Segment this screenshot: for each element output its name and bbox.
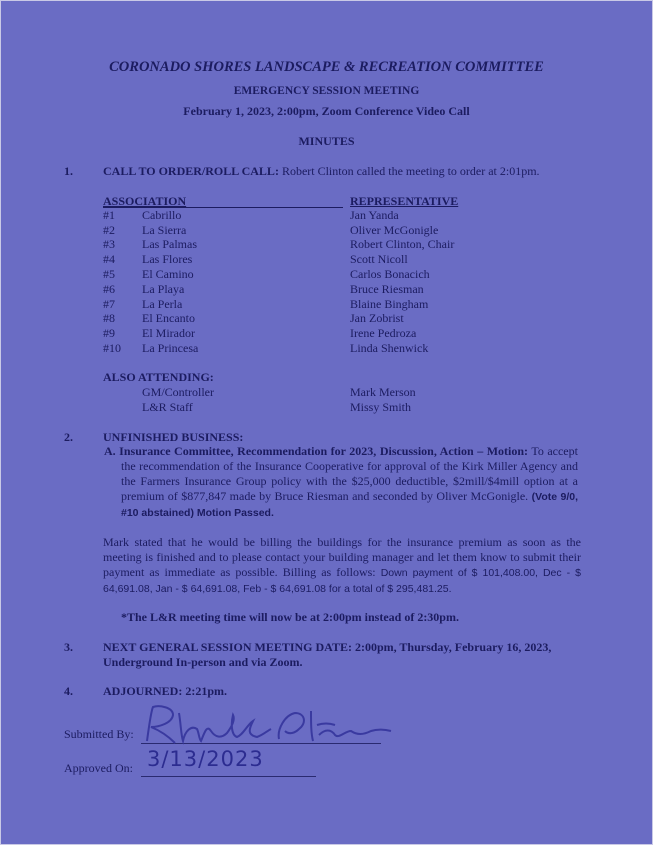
next-meeting-line2: Underground In-person and via Zoom. (103, 655, 303, 669)
motion-vote: (Vote 9/0, #10 abstained) Motion Passed. (121, 491, 578, 519)
roll-num: #6 (103, 282, 115, 296)
section2-number: 2. (64, 430, 73, 444)
billing-paragraph (103, 535, 581, 597)
insurance-motion (104, 444, 578, 521)
section1-heading: CALL TO ORDER/ROLL CALL: (103, 164, 279, 178)
roll-num: #2 (103, 223, 115, 237)
roll-rep: Jan Zobrist (350, 311, 404, 325)
approved-date: 3/13/2023 (147, 747, 264, 771)
section4-number: 4. (64, 684, 73, 698)
roll-assoc: La Perla (142, 297, 183, 311)
approved-on-label: Approved On: (64, 761, 133, 775)
section1-number: 1. (64, 164, 73, 178)
section3-number: 3. (64, 640, 73, 654)
roll-num: #7 (103, 297, 115, 311)
submitted-by-label: Submitted By: (64, 727, 134, 741)
meeting-datetime: February 1, 2023, 2:00pm, Zoom Conference Video Call (183, 104, 470, 118)
billing-amounts: Down payment of $ 101,408.00, Dec - $ 64,691.08, Jan - $ 64,691.08, Feb - $ 64,691.08 for a total of $ 295,481.25. (103, 567, 581, 595)
roll-rep: Robert Clinton, Chair (350, 237, 455, 251)
roll-num: #10 (103, 341, 121, 355)
roll-assoc: La Sierra (142, 223, 187, 237)
adjourned-text: ADJOURNED: 2:21pm. (103, 684, 227, 698)
roll-assoc: La Princesa (142, 341, 199, 355)
session-type: EMERGENCY SESSION MEETING (233, 85, 420, 97)
roll-num: #1 (103, 208, 115, 222)
committee-title: CORONADO SHORES LANDSCAPE & RECREATION COMMITTEE (109, 59, 544, 75)
roll-rep: Bruce Riesman (350, 282, 424, 296)
roll-assoc: Las Palmas (142, 237, 197, 251)
minutes-heading: MINUTES (298, 134, 355, 148)
next-meeting-line1: NEXT GENERAL SESSION MEETING DATE: 2:00pm, Thursday, February 16, 2023, (103, 640, 552, 654)
roll-assoc: El Encanto (142, 311, 195, 325)
roll-rep: Scott Nicoll (350, 252, 408, 266)
attendee-role: GM/Controller (142, 385, 214, 399)
attendee-role: L&R Staff (142, 400, 193, 414)
roll-rep: Jan Yanda (350, 208, 399, 222)
billing-text: Mark stated that he would be billing the buildings for the insurance premium as soon as the meeting is finished and to please contact your building manager and let them know to submit their payment as immediate as possible. Billing as follows: (103, 535, 581, 579)
roll-rep: Linda Shenwick (350, 341, 429, 355)
association-column-header: ASSOCIATION (103, 194, 187, 208)
section1-text: Robert Clinton called the meeting to order at 2:01pm. (281, 164, 540, 178)
attendee-name: Missy Smith (350, 400, 412, 414)
also-attending-heading: ALSO ATTENDING: (103, 370, 214, 384)
motion-label: A. Insurance Committee, Recommendation for 2023, Discussion, Action – Motion: (104, 444, 529, 458)
approved-line (141, 776, 316, 777)
roll-rep: Carlos Bonacich (350, 267, 430, 281)
roll-num: #9 (103, 326, 115, 340)
roll-assoc: El Mirador (142, 326, 195, 340)
roll-assoc: El Camino (142, 267, 194, 281)
roll-num: #8 (103, 311, 115, 325)
roll-num: #3 (103, 237, 115, 251)
roll-assoc: Cabrillo (142, 208, 182, 222)
roll-num: #4 (103, 252, 115, 266)
roll-rep: Oliver McGonigle (350, 223, 439, 237)
handwritten-signature (139, 701, 399, 751)
motion-text: To accept the recommendation of the Insurance Cooperative for approval of the Kirk Miller Agency and the Farmers Insurance Group policy with the $25,000 deductible, $2mill/$4mill option at a premium of $877,847 made by Bruce Riesman and seconded by Oliver McGonigle. (121, 444, 578, 503)
roll-assoc: Las Flores (142, 252, 193, 266)
meeting-time-note: *The L&R meeting time will now be at 2:00pm instead of 2:30pm. (121, 610, 459, 624)
representative-column-header: REPRESENTATIVE (350, 194, 459, 208)
roll-num: #5 (103, 267, 115, 281)
attendee-name: Mark Merson (350, 385, 416, 399)
roll-rep: Irene Pedroza (350, 326, 417, 340)
association-underline (103, 207, 343, 208)
section2-heading: UNFINISHED BUSINESS: (103, 430, 244, 444)
section1-line (103, 164, 540, 179)
roll-assoc: La Playa (142, 282, 185, 296)
roll-rep: Blaine Bingham (350, 297, 429, 311)
